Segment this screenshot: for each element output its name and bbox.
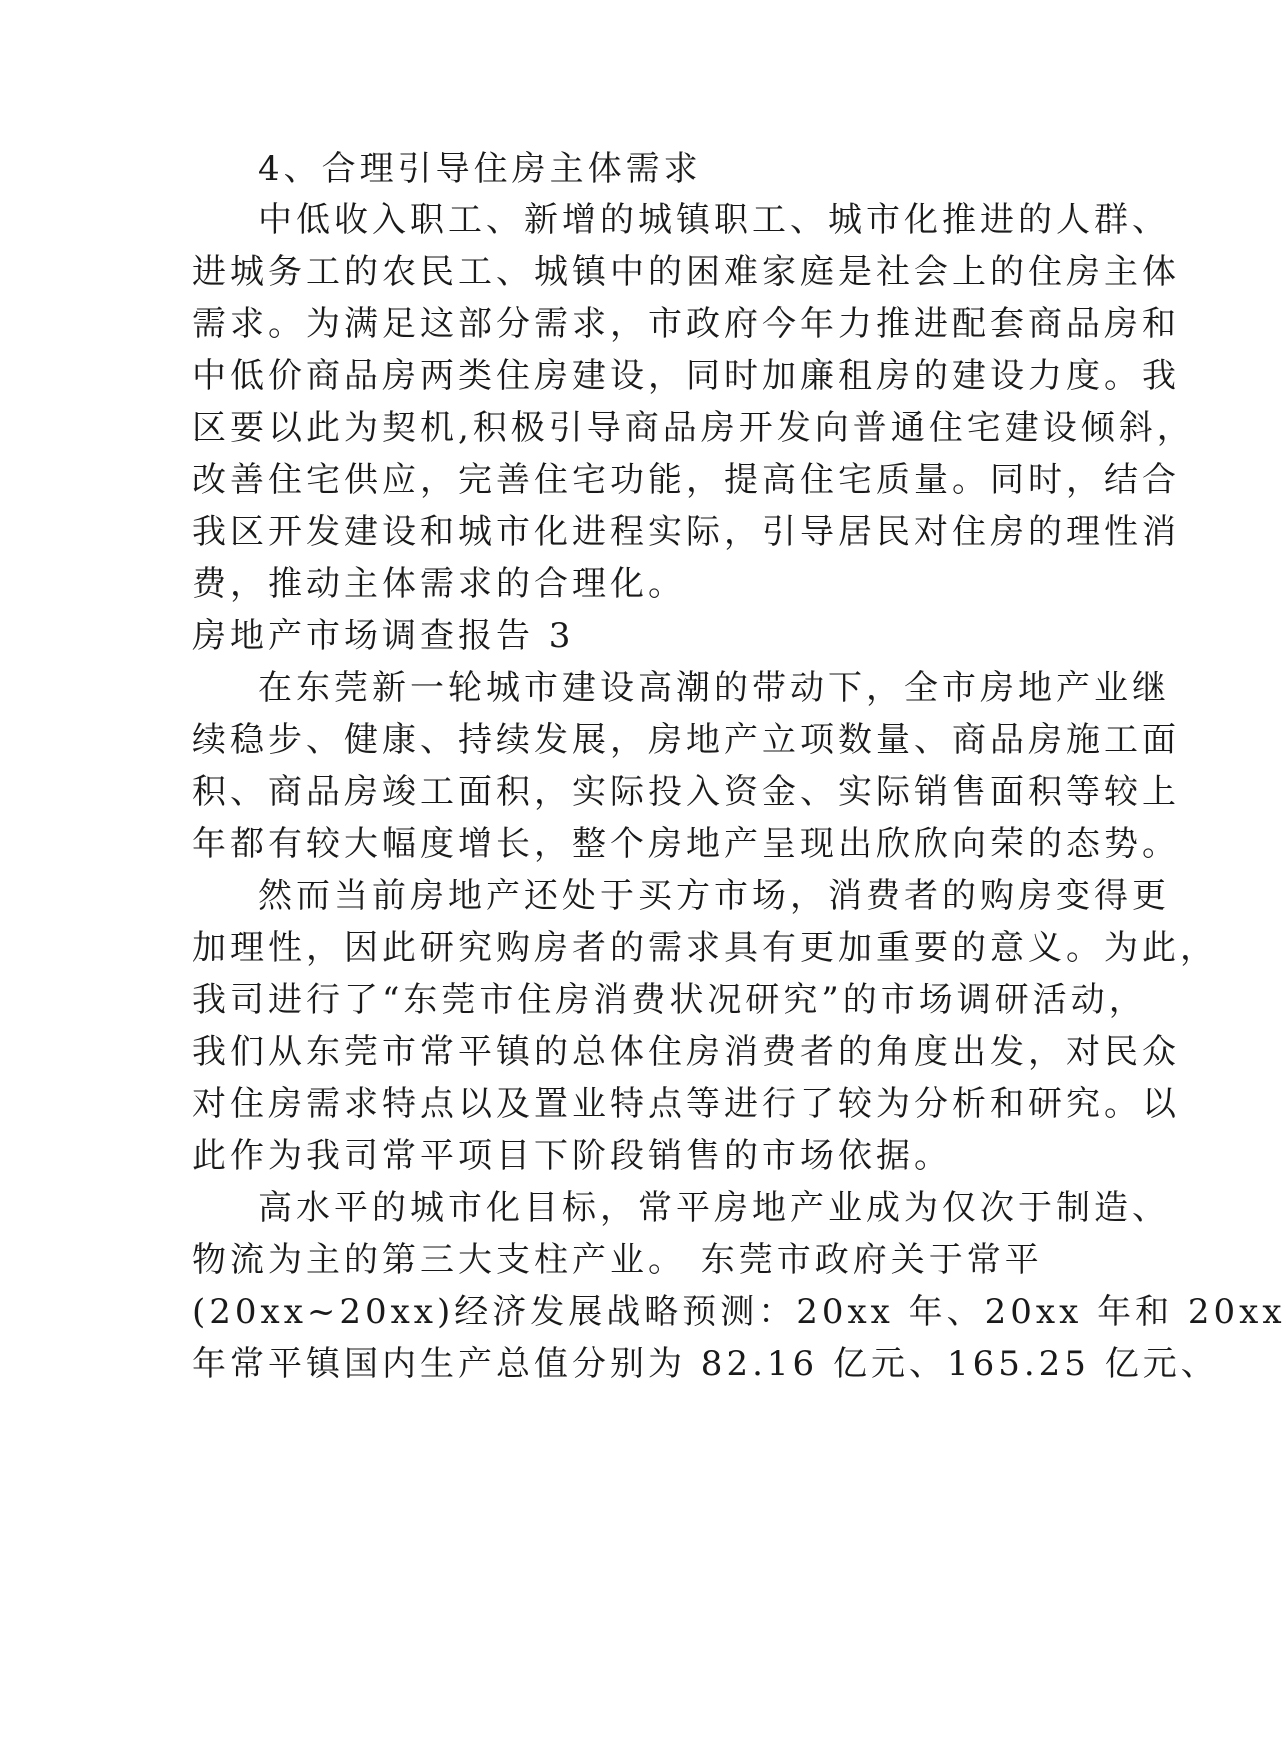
paragraph-line: 高水平的城市化目标，常平房地产业成为仅次于制造、 <box>258 1188 1170 1228</box>
paragraph-line: 区要以此为契机,积极引导商品房开发向普通住宅建设倾斜， <box>192 408 1195 448</box>
section-heading: 4、合理引导住房主体需求 <box>258 149 702 189</box>
paragraph-line: 我们从东莞市常平镇的总体住房消费者的角度出发，对民众 <box>192 1032 1180 1072</box>
paragraph-line: 改善住宅供应，完善住宅功能，提高住宅质量。同时，结合 <box>192 460 1180 500</box>
paragraph-line: 年都有较大幅度增长，整个房地产呈现出欣欣向荣的态势。 <box>192 824 1180 864</box>
paragraph-line: 年常平镇国内生产总值分别为 82.16 亿元、165.25 亿元、 <box>192 1344 1219 1384</box>
paragraph-line: 我司进行了“东莞市住房消费状况研究”的市场调研活动， <box>192 980 1147 1020</box>
paragraph-line: (20xx~20xx)经济发展战略预测：20xx 年、20xx 年和 20xx <box>192 1292 1286 1332</box>
paragraph-line: 进城务工的农民工、城镇中的困难家庭是社会上的住房主体 <box>192 252 1180 292</box>
paragraph-line: 对住房需求特点以及置业特点等进行了较为分析和研究。以 <box>192 1084 1180 1124</box>
paragraph-line: 加理性，因此研究购房者的需求具有更加重要的意义。为此， <box>192 928 1218 968</box>
paragraph-line: 物流为主的第三大支柱产业。 东莞市政府关于常平 <box>192 1240 1043 1280</box>
paragraph-line: 费，推动主体需求的合理化。 <box>192 564 686 604</box>
paragraph-line: 在东莞新一轮城市建设高潮的带动下，全市房地产业继 <box>258 668 1170 708</box>
paragraph-line: 中低价商品房两类住房建设，同时加廉租房的建设力度。我 <box>192 356 1180 396</box>
paragraph-line: 需求。为满足这部分需求，市政府今年力推进配套商品房和 <box>192 304 1180 344</box>
paragraph-line: 我区开发建设和城市化进程实际，引导居民对住房的理性消 <box>192 512 1180 552</box>
report-title: 房地产市场调查报告 3 <box>192 616 575 656</box>
paragraph-line: 中低收入职工、新增的城镇职工、城市化推进的人群、 <box>258 200 1170 240</box>
paragraph-line: 此作为我司常平项目下阶段销售的市场依据。 <box>192 1136 952 1176</box>
paragraph-line: 然而当前房地产还处于买方市场，消费者的购房变得更 <box>258 876 1170 916</box>
paragraph-line: 积、商品房竣工面积，实际投入资金、实际销售面积等较上 <box>192 772 1180 812</box>
paragraph-line: 续稳步、健康、持续发展，房地产立项数量、商品房施工面 <box>192 720 1180 760</box>
